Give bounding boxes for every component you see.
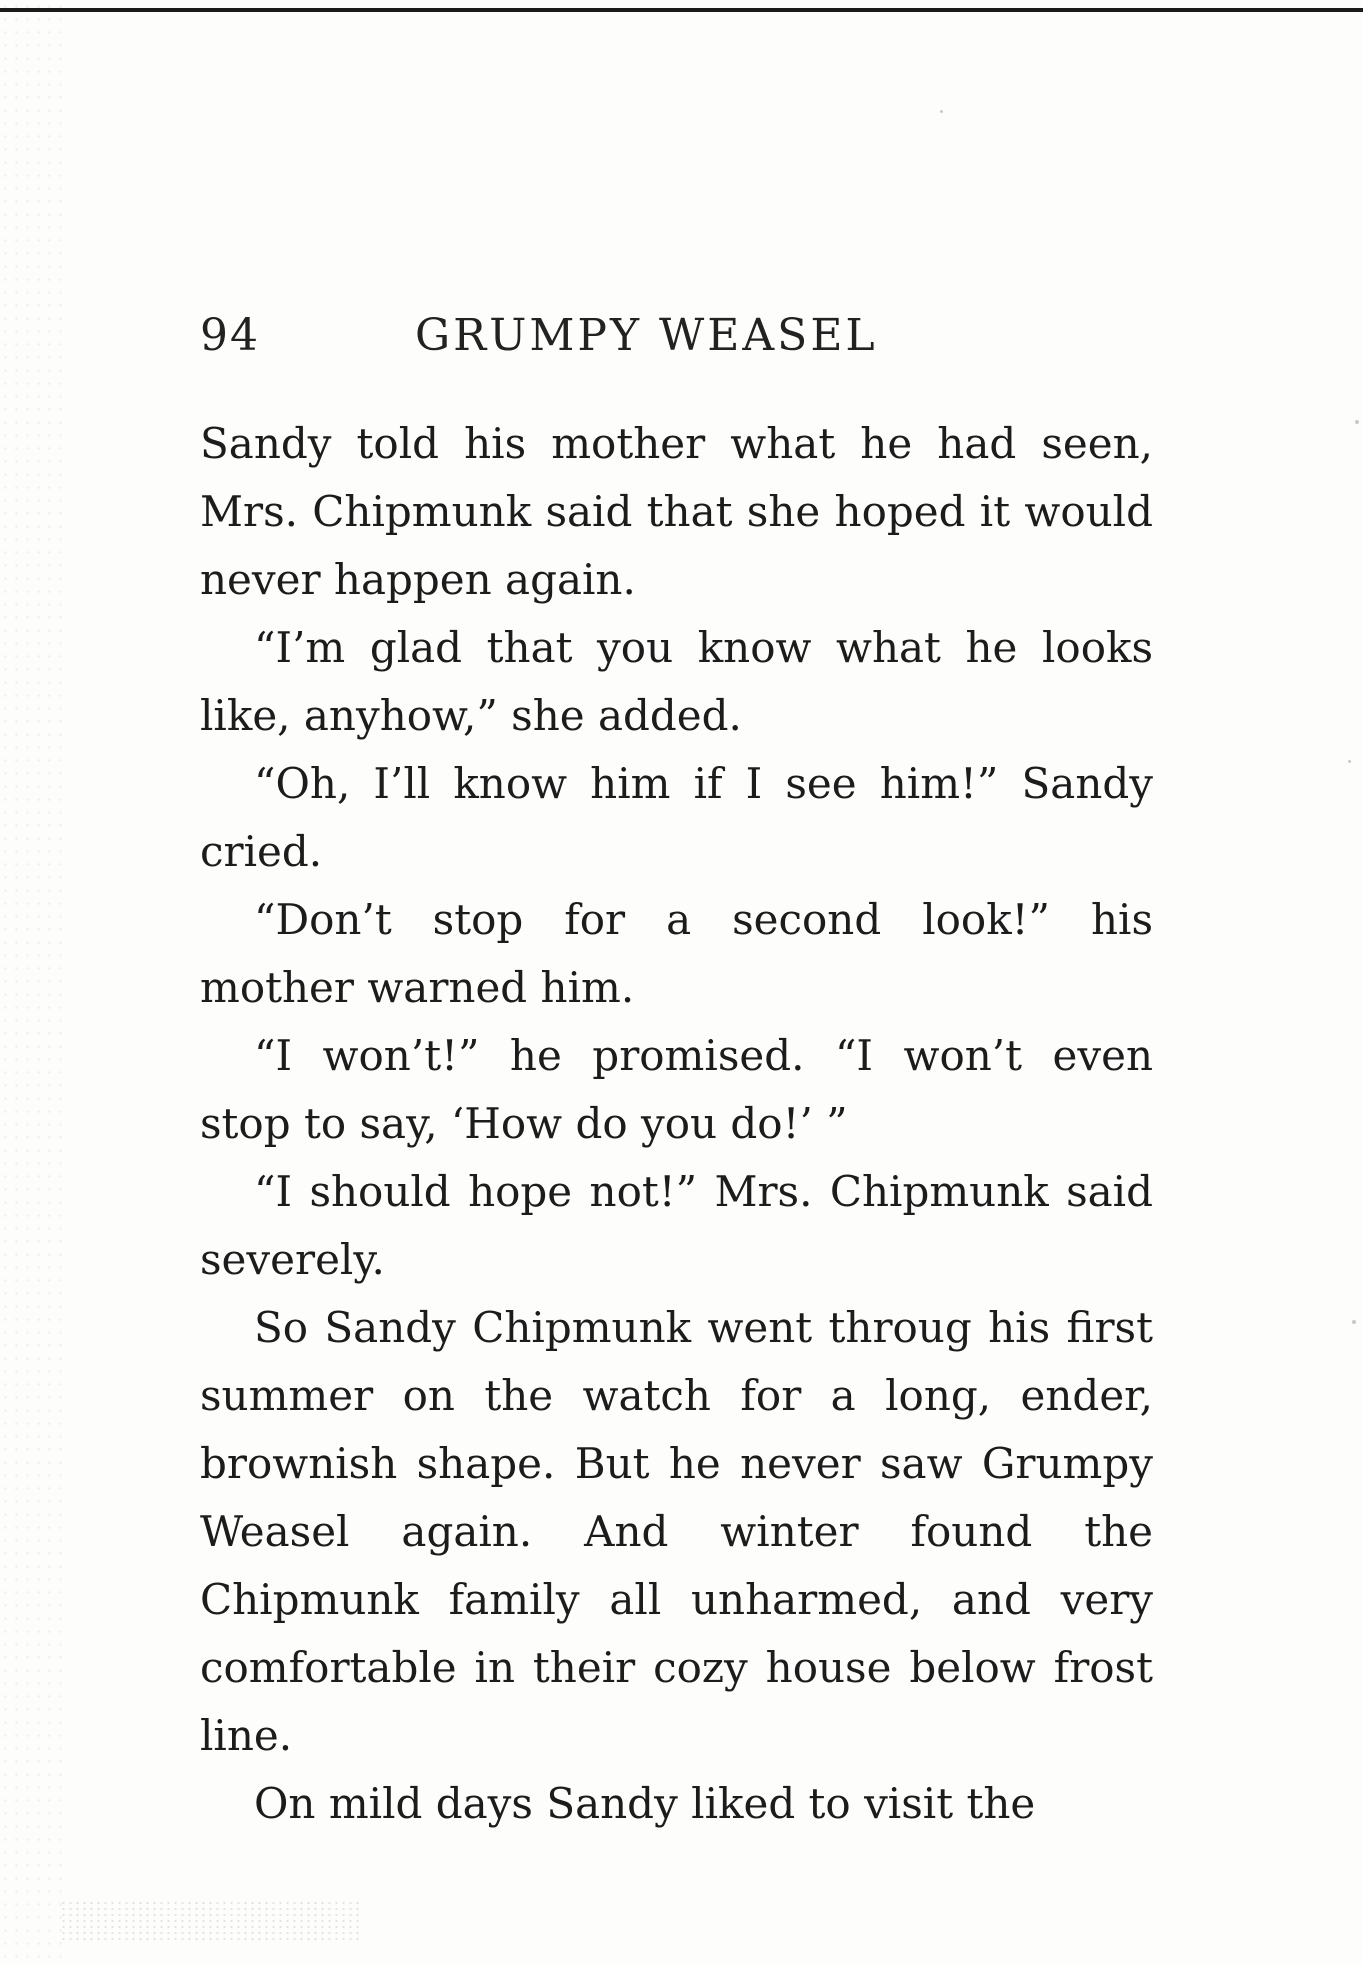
paragraph: “Don’t stop for a second look!” his mother warned him. (200, 895, 1153, 1012)
top-border-rule (0, 8, 1363, 12)
paragraph: On mild days Sandy liked to visit the (254, 1779, 1036, 1828)
body-text (200, 410, 1153, 1838)
scan-speck (940, 110, 943, 113)
page-number: 94 (200, 310, 260, 361)
paragraph: “I’m glad that you know what he looks like, anyhow,” she added. (200, 623, 1153, 740)
running-title: GRUMPY WEASEL (415, 310, 878, 361)
paragraph: So Sandy Chipmunk went throug his first summer on the watch for a long, ender, brownish shape. But he never saw Grumpy Weasel again. And winter found the Chipmunk family all unharmed, and very comfortable in their cozy house below frost line. (200, 1303, 1153, 1760)
scan-speck (1355, 420, 1359, 424)
running-head (200, 310, 960, 370)
scan-bottom-noise (60, 1900, 360, 1940)
paragraph: “I should hope not!” Mrs. Chipmunk said severely. (200, 1167, 1153, 1284)
scan-margin-noise (0, 0, 70, 1965)
paragraph: Sandy told his mother what he had seen, Mrs. Chipmunk said that she hoped it would never happen again. (200, 419, 1153, 604)
paragraph: “I won’t!” he promised. “I won’t even stop to say, ‘How do you do!’ ” (200, 1031, 1153, 1148)
paragraph: “Oh, I’ll know him if I see him!” Sandy cried. (200, 759, 1153, 876)
scan-speck (1348, 760, 1351, 763)
scan-speck (1352, 1320, 1356, 1324)
